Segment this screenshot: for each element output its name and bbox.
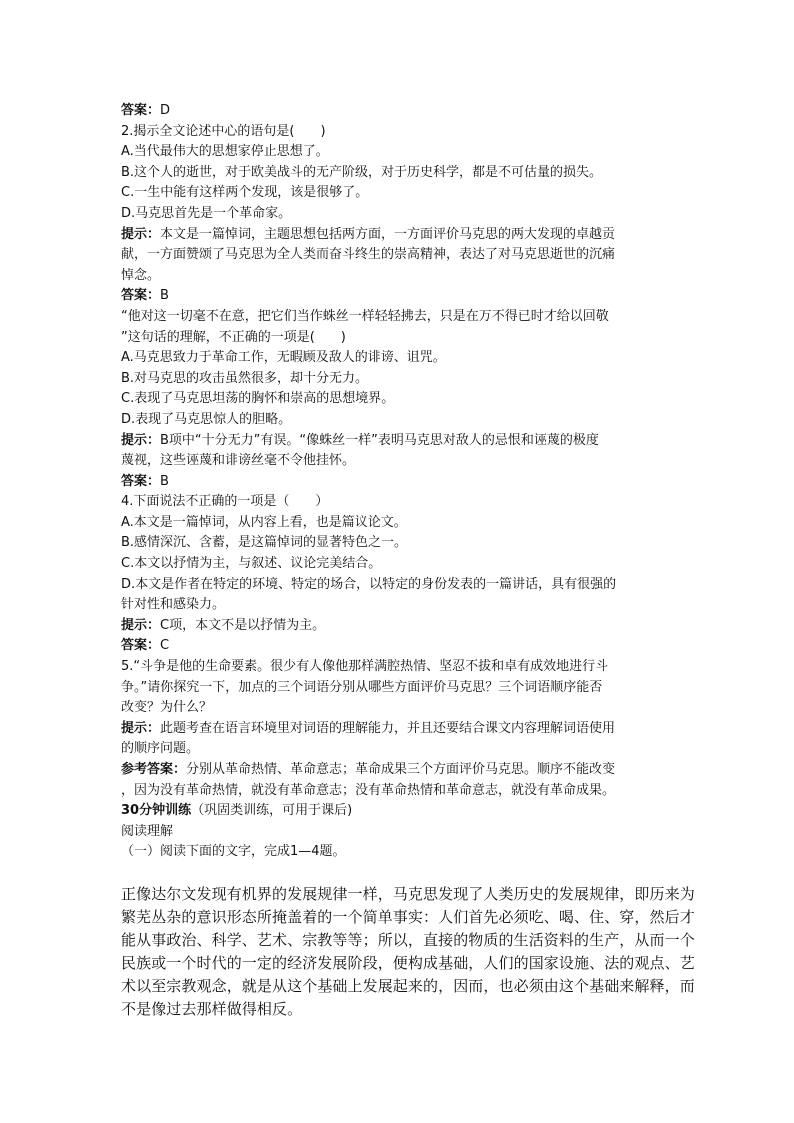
option-c: C.表现了马克思坦荡的胸怀和崇高的思想境界。 <box>121 391 395 407</box>
option-d-continuation: 针对性和感染力。 <box>121 597 226 613</box>
option-c: C.一生中能有这样两个发现，该是很够了。 <box>121 185 369 201</box>
answer-label: 答案： <box>121 638 161 654</box>
hint-line <box>121 225 677 246</box>
answer-line <box>121 286 677 307</box>
paragraph-gap <box>121 863 677 883</box>
hint-line <box>121 616 677 637</box>
answer-label: 答案： <box>121 288 161 304</box>
hint-label: 提示： <box>121 432 161 448</box>
section-heading-label: 30分钟训练 <box>121 803 192 819</box>
hint-label: 提示： <box>121 226 161 242</box>
reading-passage <box>121 883 695 1021</box>
passage-line: 术以至宗教观念，就是从这个基础上发展起来的，因而，也必须由这个基础来解释，而 <box>121 976 695 995</box>
option-b: B.这个人的逝世，对于欧美战斗的无产阶级，对于历史科学，都是不可估量的损失。 <box>121 164 603 180</box>
question-2: 2.揭示全文论述中心的语句是( ) <box>121 123 326 139</box>
document-body <box>121 101 695 1021</box>
option-b: B.对马克思的攻击虽然很多，却十分无力。 <box>121 370 369 386</box>
answer-value: D <box>160 103 171 118</box>
passage-line: 繁芜丛杂的意识形态所掩盖着的一个简单事实：人们首先必须吃、喝、住、穿，然后才 <box>121 907 695 926</box>
answer-line <box>121 101 677 122</box>
hint-continuation: 献，一方面赞颂了马克思为全人类而奋斗终生的崇高精神，表达了对马克思逝世的沉痛 <box>121 247 616 263</box>
answer-label: 答案： <box>121 103 161 118</box>
hint-line <box>121 719 677 740</box>
hint-continuation: 蔑视，这些诬蔑和诽谤丝毫不令他挂怀。 <box>121 453 356 469</box>
answer-value: B <box>160 473 169 489</box>
hint-label: 提示： <box>121 720 161 736</box>
hint-label: 提示： <box>121 617 161 633</box>
reading-instruction: （一）阅读下面的文字，完成1—4题。 <box>121 844 346 860</box>
passage-line: 民族或一个时代的一定的经济发展阶段，便构成基础，人们的国家设施、法的观点、艺 <box>121 953 695 972</box>
question-4: 4.下面说法不正确的一项是（ ） <box>121 494 329 510</box>
reference-answer-label: 参考答案： <box>121 762 187 777</box>
question-5: 5.“斗争是他的生命要素。很少有人像他那样满腔热情、坚忍不拔和卓有成效地进行斗 <box>121 659 609 675</box>
hint-text: 本文是一篇悼词，主题思想包括两方面，一方面评价马克思的两大发现的卓越贡 <box>160 226 616 242</box>
question-3-continuation: ”这句话的理解，不正确的一项是( ) <box>121 329 346 345</box>
answer-value: C <box>160 638 170 654</box>
option-c: C.本文以抒情为主，与叙述、议论完美结合。 <box>121 556 382 572</box>
answer-value: B <box>160 288 169 304</box>
option-d: D.马克思首先是一个革命家。 <box>121 205 292 221</box>
answer-label: 答案： <box>121 473 161 489</box>
question-5-continuation: 改变？为什么？ <box>121 700 213 716</box>
option-a: A.马克思致力于革命工作，无暇顾及敌人的诽谤、诅咒。 <box>121 350 446 366</box>
hint-text: C项，本文不是以抒情为主。 <box>160 617 326 633</box>
option-a: A.本文是一篇悼词，从内容上看，也是篇议论文。 <box>121 514 407 530</box>
question-3: “他对这一切毫不在意，把它们当作蛛丝一样轻轻拂去，只是在万不得已时才给以回敬 <box>121 308 609 324</box>
passage-line: 不是像过去那样做得相反。 <box>121 999 303 1018</box>
reference-answer-continuation: ，因为没有革命热情，就没有革命意志；没有革命热情和革命意志，就没有革命成果。 <box>121 782 616 798</box>
passage-line: 能从事政治、科学、艺术、宗教等等；所以，直接的物质的生活资料的生产，从而一个 <box>121 930 695 949</box>
hint-text: B项中“十分无力”有误。“像蛛丝一样”表明马克思对敌人的忌恨和诬蔑的极度 <box>160 432 599 448</box>
question-5-continuation: 争。”请你探究一下，加点的三个词语分别从哪些方面评价马克思？三个词语顺序能否 <box>121 679 603 695</box>
option-b: B.感情深沉、含蓄，是这篇悼词的显著特色之一。 <box>121 535 408 551</box>
passage-line: 正像达尔文发现有机界的发展规律一样，马克思发现了人类历史的发展规律，即历来为 <box>121 884 695 903</box>
reference-answer-line <box>121 760 677 781</box>
answer-line <box>121 472 677 493</box>
hint-continuation: 悼念。 <box>121 267 161 283</box>
reference-answer-text: 分别从革命热情、革命意志；革命成果三个方面评价马克思。顺序不能改变 <box>186 762 616 777</box>
option-d: D.表现了马克思惊人的胆略。 <box>121 411 292 427</box>
subsection-title: 阅读理解 <box>121 823 174 839</box>
option-d: D.本文是作者在特定的环境、特定的场合，以特定的身份发表的一篇讲话，具有很强的 <box>121 576 617 592</box>
answer-line <box>121 636 677 657</box>
section-heading-note: （巩固类训练，可用于课后) <box>191 803 353 819</box>
option-a: A.当代最伟大的思想家停止思想了。 <box>121 144 329 160</box>
hint-text: 此题考查在语言环境里对词语的理解能力，并且还要结合课文内容理解词语使用 <box>160 720 616 736</box>
hint-continuation: 的顺序问题。 <box>121 741 200 757</box>
section-heading <box>121 801 677 822</box>
hint-line <box>121 431 677 452</box>
